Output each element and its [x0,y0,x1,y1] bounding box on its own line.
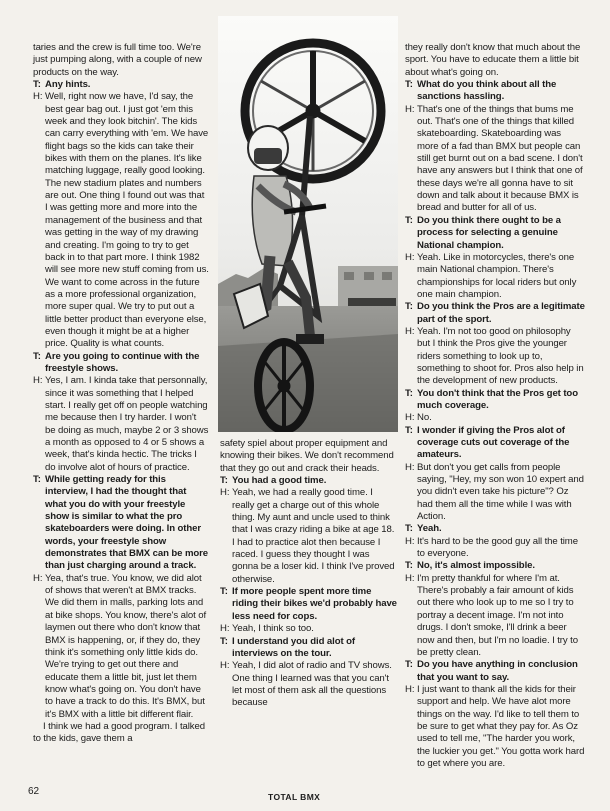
speaker-label: H: [405,535,415,547]
speaker-label: H: [33,572,43,584]
speaker-label: H: [405,412,415,424]
paragraph-text: I'm pretty thankful for where I'm at. There's probably a fair amount of kids out there who look up to me so I try to portray a decent image. I'm not into drugs. I don't smoke, I'll drink a beer now and then, but I'm no loadie. I try to be pretty clean. [417,572,578,658]
paragraph-text: Yea, that's true. You know, we did alot of shows that weren't at BMX tracks. We did them in malls, parking lots and at bike shops. You know, there's alot of laymen out there who don't know that BMX is happening, or, if they do, they think it's something only little kids do. We're trying to get out there and educate them a little bit, just let them know what's going on. You don't have to have a track to do this. It's BMX, but it's BMX with a little bit different flair. [45,572,207,720]
paragraph-text: taries and the crew is full time too. We're just pumping along, with a couple of new products on the way. [33,42,202,78]
paragraph-text: Yeah, I did alot of radio and TV shows. One thing I learned was that you can't let most of them ask all the questions because [232,660,392,709]
paragraph-text: I understand you did alot of interviews on the tour. [232,635,355,659]
interview-column-middle [220,438,397,710]
paragraph-text: Well, right now we have, I'd say, the best gear bag out. I just got 'em this week and they look bitchin'. The kids can carry everything with 'em. We have flight bags so the kids can take their bikes with them on the planes. It's like matching luggage, really good looking. The new stadium plates and numbers are out. One thing I found out was that I was getting more and more into the management of the business and that was getting in the way of my drawing and creating. I'm going to try to get back in to that part more. I think 1982 will see more new stuff coming from us. We want to come across in the future as a more professional organization, more super qual. We try to put out a little better product than everyone else, even though it might be at a higher price. Quality is what counts. [45,91,209,350]
speaker-label: T: [220,475,228,487]
interviewee-answer [405,536,585,561]
speaker-label: T: [405,387,413,399]
interviewer-question [405,301,585,326]
interviewee-answer [33,375,209,474]
speaker-label: T: [405,424,413,436]
paragraph-text: I wonder if giving the Pros alot of coverage cuts out coverage of the amateurs. [417,424,570,461]
speaker-label: T: [33,350,41,362]
paragraph-text: Any hints. [45,79,91,91]
paragraph-text: Are you going to continue with the freestyle shows. [45,350,200,374]
interviewer-question [33,351,209,376]
paragraph-text: If more people spent more time riding their bikes we'd probably have less need for cops. [232,586,397,622]
speaker-label: H: [405,572,415,584]
paragraph-text: they really don't know that much about the sport. You have to educate them a little bit about what's going on. [405,42,581,78]
interviewee-answer [405,326,585,388]
paragraph [33,42,209,79]
interviewer-question [220,636,397,661]
interviewer-question [405,79,585,104]
paragraph-text: Yeah. [417,523,442,535]
speaker-label: H: [220,487,230,499]
interviewee-answer [405,573,585,659]
speaker-label: H: [405,251,415,263]
interviewee-answer [220,623,397,635]
paragraph-text: I just want to thank all the kids for their support and help. We have alot more things on the way. I'd like to tell them to be sure to get what they pay for. As Oz used to tell me, "The harder you work, the luckier you get." You gotta work hard to get where you are. [417,683,585,769]
speaker-label: H: [220,623,230,635]
interviewee-answer [405,684,585,770]
paragraph-text: No. [417,412,432,424]
interviewee-answer [405,412,585,424]
speaker-label: T: [405,301,413,313]
speaker-label: T: [405,214,413,226]
speaker-label: T: [220,635,228,647]
interviewer-question [405,560,585,572]
paragraph-text: Do you have anything in conclusion that you want to say. [417,659,578,683]
paragraph-text: Yes, I am. I kinda take that personnally, since it was something that I helped start. I really get off on people watching me because then I try harder. I won't be doing as much, maybe 2 or 3 shows a month as opposed to 4 or 5 shows a week, that's kinda hectic. The tricks I do involve alot of hours of practice. [45,375,209,473]
speaker-label: T: [33,79,41,91]
paragraph-text: You had a good time. [232,475,327,487]
paragraph-text: Do you think there ought to be a process for selecting a genuine National champion. [417,214,561,251]
speaker-label: T: [220,586,228,598]
speaker-label: H: [33,91,43,103]
interviewer-question [33,474,209,573]
paragraph [405,42,585,79]
interviewee-answer [33,91,209,350]
paragraph-text: You don't think that the Pros get too much coverage. [417,387,578,411]
interviewee-answer [33,573,209,721]
speaker-label: T: [405,79,413,91]
paragraph [220,438,397,475]
speaker-label: H: [405,683,415,695]
paragraph-text: Yeah. Like in motorcycles, there's one main National champion. There's championships for local riders but only one main champion. [417,251,577,300]
paragraph-text: It's hard to be the good guy all the time to everyone. [417,535,578,560]
bmx-wheelie-photo [218,16,398,432]
paragraph-text: No, it's almost impossible. [417,560,535,572]
magazine-footer: TOTAL BMX [268,792,321,802]
paragraph-text: Yeah, we had a really good time. I really get a charge out of this whole thing. My aunt and uncle used to think that I was crazy riding a bike at age 18. I had to practice alot then because I raced. I guess they thought I was gonna be a loser kid. I think I've proved otherwise. [232,487,395,585]
speaker-label: H: [220,660,230,672]
interviewee-answer [220,660,397,709]
speaker-label: H: [33,375,43,387]
interview-column-right [405,42,585,770]
paragraph-text: Yeah, I think so too. [232,623,314,635]
interviewer-question [220,586,397,623]
interviewee-answer [220,487,397,586]
speaker-label: T: [405,659,413,671]
interview-column-left [33,42,209,746]
paragraph-text: Yeah. I'm not too good on philosophy but I think the Pros give the younger riders something to look up to, something to shoot for. Pros also help in the development of new products. [417,325,584,387]
speaker-label: H: [405,461,415,473]
interviewer-question [405,425,585,462]
paragraph [33,721,209,746]
interviewer-question [405,388,585,413]
speaker-label: T: [405,560,413,572]
interviewer-question [220,475,397,487]
interviewee-answer [405,252,585,301]
interviewer-question [405,215,585,252]
interviewee-answer [405,104,585,215]
speaker-label: T: [405,523,413,535]
speaker-label: H: [405,325,415,337]
speaker-label: H: [405,103,415,115]
page-number: 62 [28,786,40,797]
interviewer-question [33,79,209,91]
interviewer-question [405,659,585,684]
paragraph-text: safety spiel about proper equipment and knowing their bikes. We don't recommend that they go out and crack their heads. [220,438,394,474]
paragraph-text: Do you think the Pros are a legitimate part of the sport. [417,301,585,325]
paragraph-text: But don't you get calls from people saying, "Hey, my son won 10 expert and you didn't even take his picture"? Oz had them all the time while I was with Action. [417,461,584,523]
interviewer-question [405,523,585,535]
speaker-label: T: [33,474,41,486]
paragraph-text: That's one of the things that bums me out. That's one of the things that killed skateboarding. Skateboarding was more of a fad than BMX but people can still get burnt out on a bad scene. I don't have any answers but I think that one of these days we're all gonna have to sit down and talk about it because BMX is bread and butter for all of us. [417,103,583,214]
paragraph-text: While getting ready for this interview, I had the thought that what you do with your freestyle show is similar to what the pro skateboarders were doing. In other words, your freestyle show demonstrates that BMX can be more than just charging around a track. [45,474,209,572]
paragraph-text: I think we had a good program. I talked to the kids, gave them a [33,720,205,745]
paragraph-text: What do you think about all the sanctions hassling. [417,79,557,103]
interviewee-answer [405,462,585,524]
